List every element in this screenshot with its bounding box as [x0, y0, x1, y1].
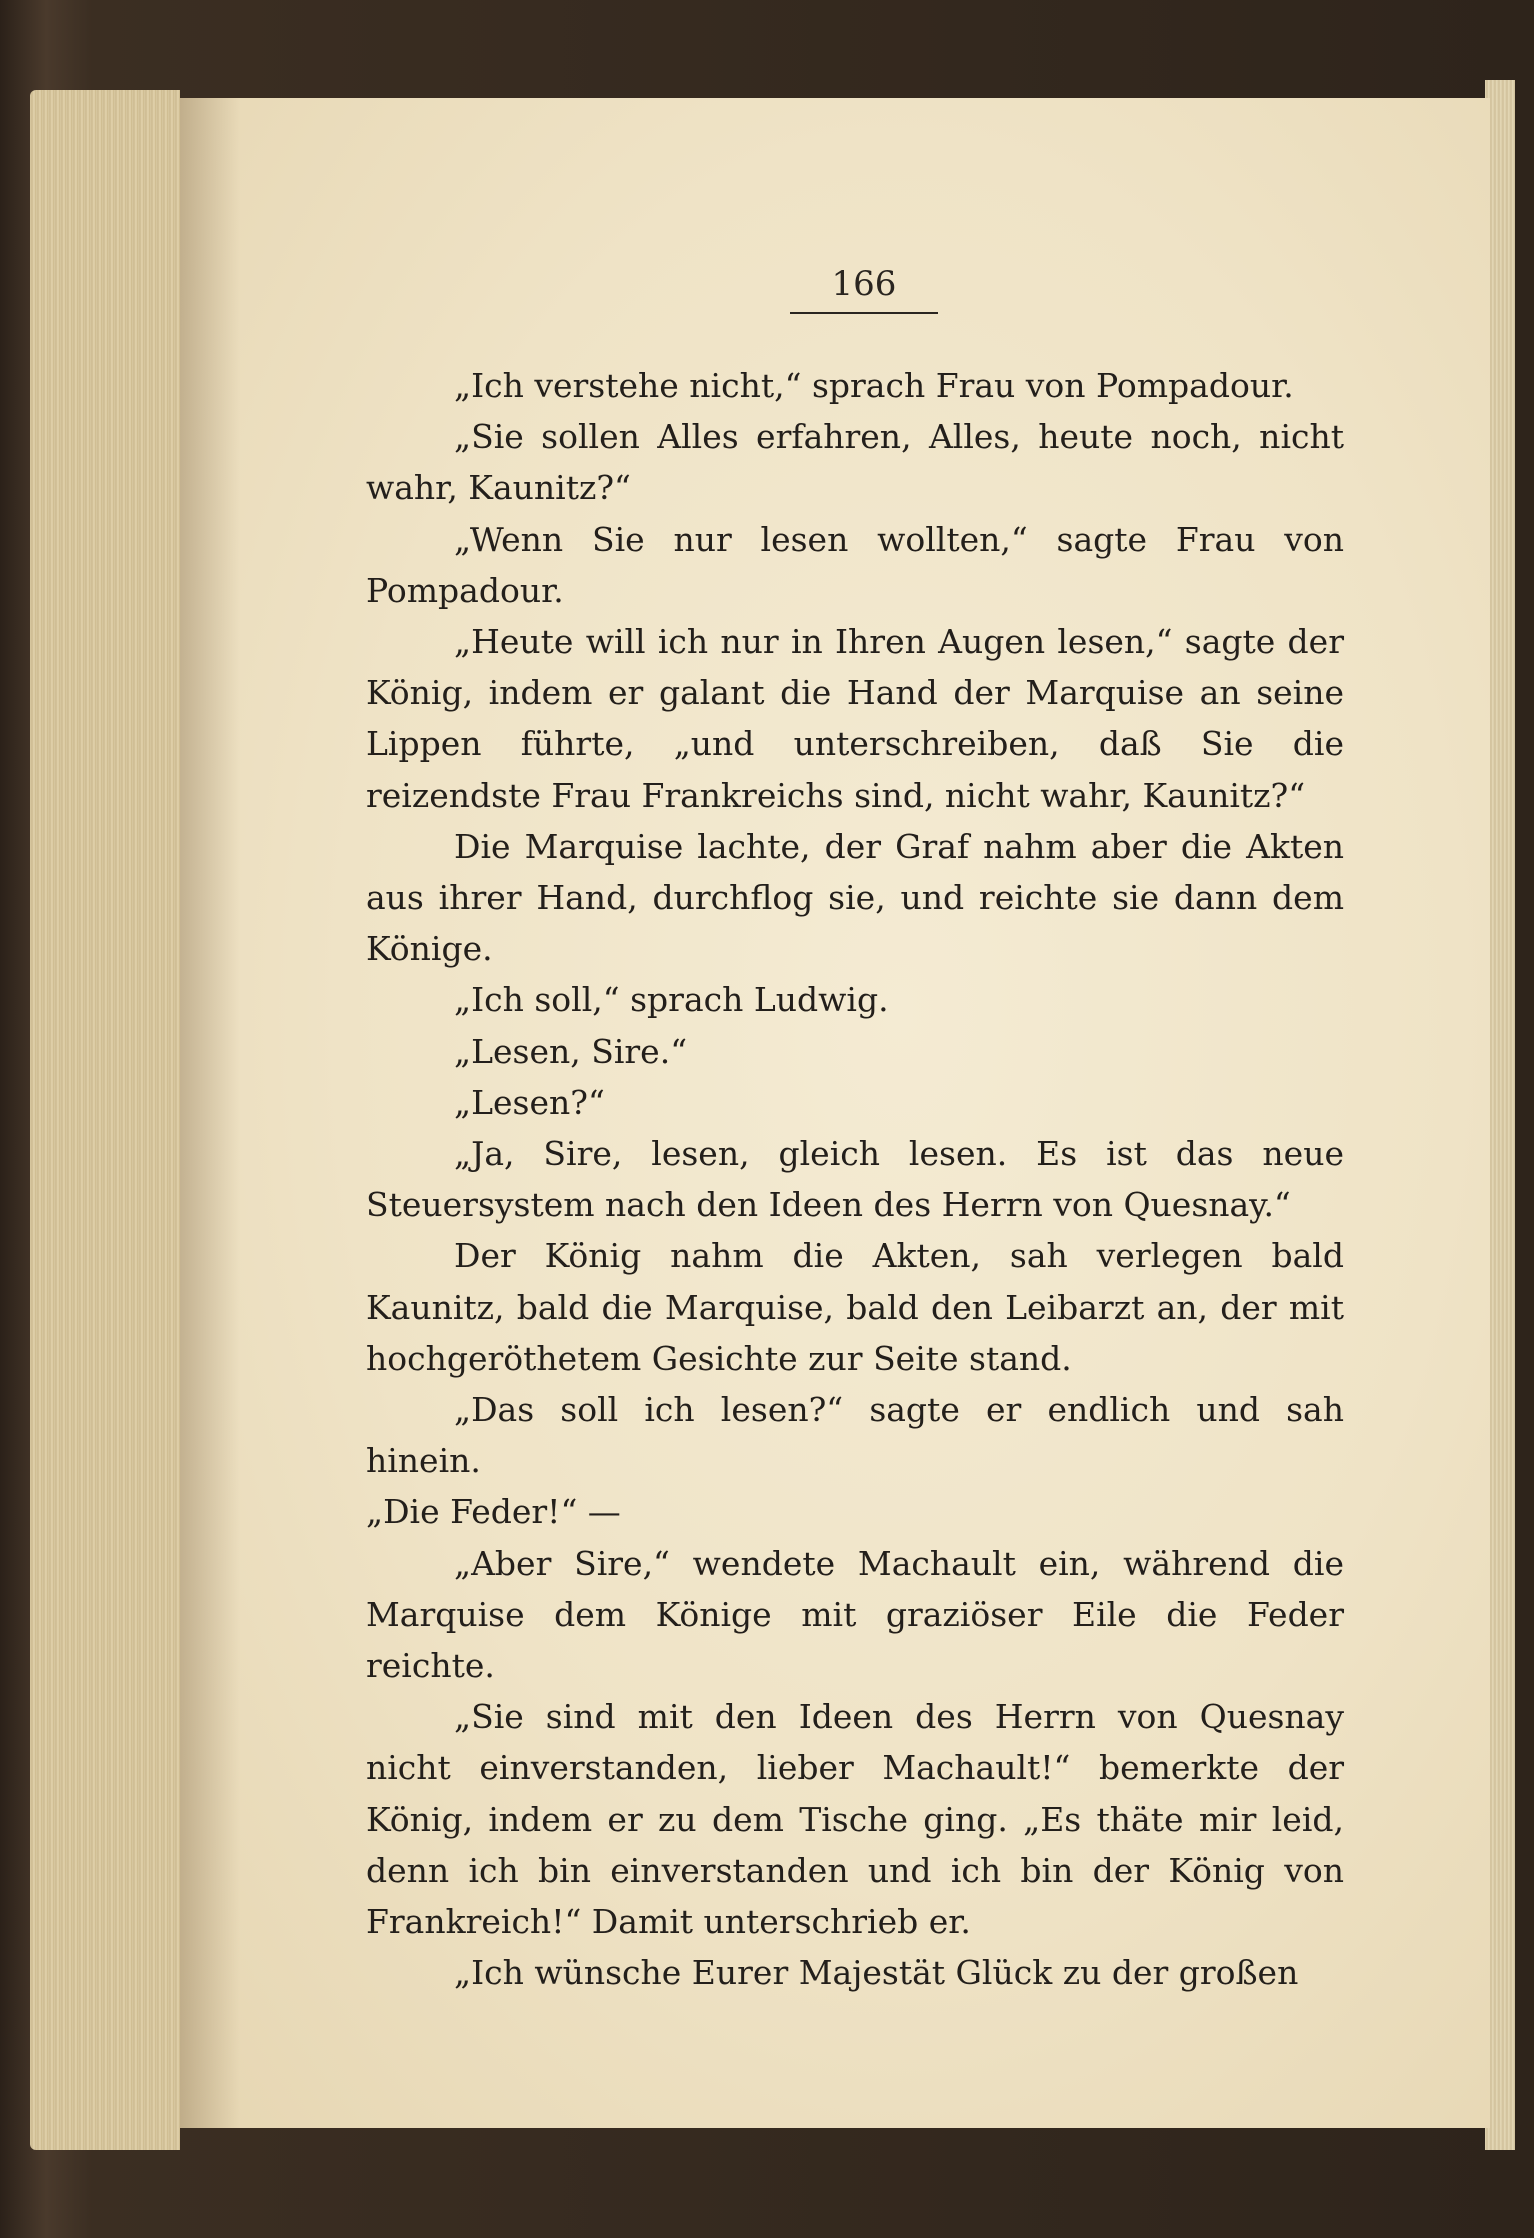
body-text [366, 360, 1344, 1999]
paragraph: „Die Feder!“ — [366, 1492, 621, 1532]
paragraph: „Ja, Sire, lesen, gleich lesen. Es ist das neue Steuersystem nach den Ideen des Herrn von Quesnay.“ [366, 1134, 1344, 1225]
paragraph: „Heute will ich nur in Ihren Augen lesen,“ sagte der König, indem er galant die Hand der Marquise an seine Lippen führte, „und unterschreiben, daß Sie die reizendste Frau Frankreichs sind, nicht wahr, Kaunitz?“ [366, 622, 1344, 815]
paragraph: „Sie sind mit den Ideen des Herrn von Quesnay nicht einverstanden, lieber Machault!“ bemerkte der König, indem er zu dem Tische ging. „Es thäte mir leid, denn ich bin einverstanden und ich bin der König von Frankreich!“ Damit unterschrieb er. [366, 1697, 1344, 1942]
paragraph: „Wenn Sie nur lesen wollten,“ sagte Frau von Pompadour. [366, 519, 1344, 610]
page-number-rule [790, 312, 938, 314]
paragraph: „Lesen, Sire.“ [454, 1031, 688, 1071]
paragraph: „Ich wünsche Eurer Majestät Glück zu der großen [454, 1953, 1299, 1993]
paragraph: Der König nahm die Akten, sah verlegen bald Kaunitz, bald die Marquise, bald den Leibarzt an, der mit hochgeröthetem Gesichte zur Seite stand. [366, 1236, 1344, 1378]
paragraph: „Lesen?“ [454, 1082, 605, 1122]
paragraph: „Ich soll,“ sprach Ludwig. [454, 980, 889, 1020]
page-edges-left [30, 90, 180, 2150]
gutter-shadow [180, 98, 240, 2128]
paragraph: Die Marquise lachte, der Graf nahm aber die Akten aus ihrer Hand, durchflog sie, und reichte sie dann dem Könige. [366, 826, 1344, 969]
paragraph: „Aber Sire,“ wendete Machault ein, während die Marquise dem Könige mit graziöser Eile die Feder reichte. [366, 1543, 1344, 1686]
paragraph: „Das soll ich lesen?“ sagte er endlich und sah hinein. [366, 1390, 1344, 1481]
paragraph: „Sie sollen Alles erfahren, Alles, heute noch, nicht wahr, Kaunitz?“ [366, 417, 1344, 508]
page-number: 166 [831, 264, 897, 304]
paragraph: „Ich verstehe nicht,“ sprach Frau von Pompadour. [454, 366, 1294, 405]
